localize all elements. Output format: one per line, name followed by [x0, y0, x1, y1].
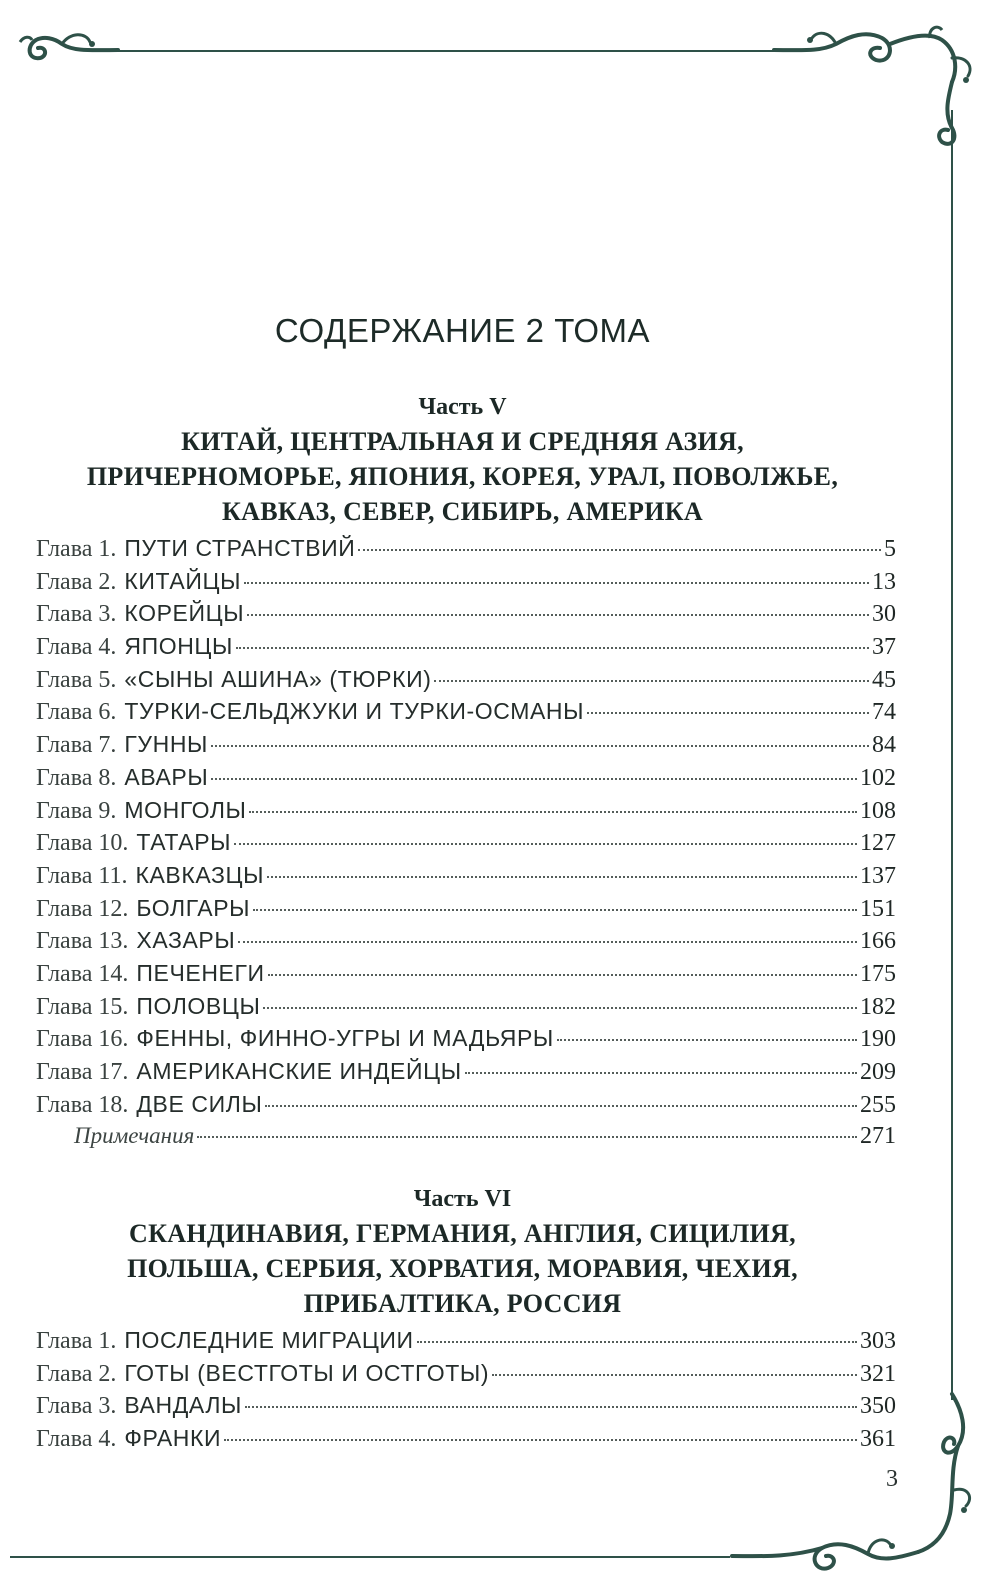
border-right-line [951, 110, 953, 1400]
toc-entry-label: Глава 17. [36, 1059, 129, 1085]
toc-entry-title: ХАЗАРЫ [136, 927, 236, 954]
toc-entry-page: 30 [872, 601, 896, 628]
page-title: СОДЕРЖАНИЕ 2 ТОМА [274, 312, 651, 349]
toc-entry-label: Глава 2. [36, 1360, 117, 1387]
toc-leader-dots [245, 1406, 857, 1408]
toc-entry-label: Глава 4. [36, 1426, 117, 1453]
toc-entry-title: ПУТИ СТРАНСТВИЙ [124, 535, 356, 561]
toc-leader-dots [587, 712, 869, 714]
toc-entry [36, 532, 896, 565]
toc-leader-dots [247, 614, 869, 616]
toc-entry-title: ГОТЫ (ВЕСТГОТЫ И ОСТГОТЫ) [124, 1359, 490, 1386]
flourish-top-left-icon [14, 22, 124, 72]
toc-entry [36, 924, 896, 957]
toc-entry-title: ГУННЫ [124, 731, 209, 758]
toc-leader-dots [224, 1439, 857, 1441]
part-v-label: Часть V [418, 394, 507, 420]
toc-entry-label: Глава 1. [36, 536, 117, 562]
toc-entry-page: 255 [860, 1091, 896, 1118]
toc-entry-page: 166 [860, 928, 896, 955]
toc-entry-page: 271 [860, 1123, 896, 1150]
toc-entry-notes [36, 1120, 896, 1153]
toc-leader-dots [265, 1105, 857, 1107]
toc-entry-title: ТУРКИ-СЕЛЬДЖУКИ И ТУРКИ-ОСМАНЫ [124, 698, 585, 725]
toc-leader-dots [211, 745, 869, 747]
toc-entry-page: 84 [872, 732, 896, 759]
toc-leader-dots [267, 876, 857, 878]
toc-entry-label: Глава 16. [36, 1026, 129, 1053]
toc-entry-label: Глава 8. [36, 764, 117, 791]
part-vi-label: Часть VI [413, 1186, 512, 1212]
toc-entry-title: МОНГОЛЫ [124, 796, 247, 823]
part-v-heading-line: ПРИЧЕРНОМОРЬЕ, ЯПОНИЯ, КОРЕЯ, УРАЛ, ПОВОЛЖЬЕ, [86, 462, 839, 491]
part-vi-heading [0, 1216, 925, 1321]
toc-entry-label: Глава 1. [36, 1328, 117, 1354]
toc-entry-title: ВАНДАЛЫ [124, 1392, 242, 1419]
toc-entry [36, 826, 896, 859]
toc-entry [36, 695, 896, 728]
toc-entry-label: Глава 5. [36, 666, 117, 693]
toc-entry [36, 761, 896, 794]
part-v-heading-line: КИТАЙ, ЦЕНТРАЛЬНАЯ И СРЕДНЯЯ АЗИЯ, [181, 427, 744, 456]
toc-entry-label: Глава 9. [36, 797, 117, 824]
toc-entry-label: Глава 11. [36, 862, 128, 889]
toc-entry-page: 102 [860, 764, 896, 791]
toc-leader-dots [465, 1072, 857, 1074]
toc-entry [36, 728, 896, 761]
toc-entry-page: 209 [860, 1059, 896, 1085]
part-vi-heading-line: СКАНДИНАВИЯ, ГЕРМАНИЯ, АНГЛИЯ, СИЦИЛИЯ, [129, 1219, 796, 1248]
part-v-heading-line: КАВКАЗ, СЕВЕР, СИБИРЬ, АМЕРИКА [222, 497, 703, 526]
toc-entry [36, 565, 896, 598]
toc-entry [36, 1357, 896, 1390]
toc-entry [36, 892, 896, 925]
toc-entry [36, 1022, 896, 1055]
toc-entry-page: 175 [860, 960, 896, 987]
toc-leader-dots [244, 582, 869, 584]
toc-entry-label: Глава 18. [36, 1091, 129, 1118]
toc-entry-label: Глава 15. [36, 993, 129, 1020]
toc-leader-dots [434, 680, 869, 682]
toc-entry-label: Глава 3. [36, 1393, 117, 1420]
toc-entry-title: КОРЕЙЦЫ [124, 600, 245, 627]
border-top-line [112, 50, 782, 52]
toc-entry [36, 859, 896, 892]
toc-entry-page: 13 [872, 568, 896, 595]
toc-entry-page: 321 [860, 1360, 896, 1387]
toc-entry-title: ФЕННЫ, ФИННО-УГРЫ И МАДЬЯРЫ [136, 1025, 554, 1052]
toc-entry-page: 137 [860, 862, 896, 889]
toc-entry-label: Глава 3. [36, 601, 117, 628]
toc-entry [36, 990, 896, 1023]
toc-entry-title: ПЕЧЕНЕГИ [136, 959, 265, 986]
toc-entry-page: 45 [872, 666, 896, 693]
toc-leader-dots [417, 1341, 857, 1343]
toc-leader-dots [236, 647, 869, 649]
toc-leader-dots [249, 811, 857, 813]
toc-entry [36, 957, 896, 990]
toc-entry [36, 1324, 896, 1357]
toc-entry-title: «СЫНЫ АШИНА» (ТЮРКИ) [124, 665, 432, 692]
page-number: 3 [886, 1466, 898, 1492]
toc-entry-title: ПОЛОВЦЫ [136, 992, 261, 1019]
toc-leader-dots [358, 549, 881, 551]
toc-entry-title: БОЛГАРЫ [136, 894, 251, 921]
toc-entry-label: Глава 13. [36, 928, 129, 955]
toc-entry-page: 350 [860, 1393, 896, 1420]
toc-leader-dots [492, 1374, 857, 1376]
toc-entry [36, 1088, 896, 1121]
toc-list-part-vi [36, 1324, 896, 1455]
toc-entry-label: Глава 2. [36, 568, 117, 595]
toc-entry [36, 630, 896, 663]
toc-leader-dots [263, 1007, 857, 1009]
toc-entry-label: Примечания [74, 1123, 195, 1149]
toc-entry [36, 1422, 896, 1455]
toc-entry-title: КАВКАЗЦЫ [135, 861, 265, 888]
toc-entry-page: 74 [872, 699, 896, 726]
part-v-heading [0, 424, 925, 529]
toc-entry [36, 1389, 896, 1422]
toc-entry [36, 597, 896, 630]
toc-entry-title: АМЕРИКАНСКИЕ ИНДЕЙЦЫ [136, 1058, 462, 1084]
toc-leader-dots [234, 843, 857, 845]
toc-leader-dots [253, 909, 857, 911]
toc-entry-title: ДВЕ СИЛЫ [136, 1090, 263, 1117]
part-vi-heading-line: ПРИБАЛТИКА, РОССИЯ [303, 1289, 622, 1318]
border-bottom-line [10, 1556, 730, 1558]
toc-entry-page: 108 [860, 797, 896, 824]
toc-leader-dots [211, 778, 857, 780]
toc-list-part-v [36, 532, 896, 1153]
toc-entry-page: 5 [884, 536, 896, 562]
toc-leader-dots [268, 974, 857, 976]
toc-entry-page: 151 [860, 895, 896, 922]
toc-entry-title: ПОСЛЕДНИЕ МИГРАЦИИ [124, 1327, 414, 1353]
toc-entry-title: ТАТАРЫ [136, 829, 232, 856]
toc-entry-title: АВАРЫ [124, 763, 209, 790]
toc-entry-page: 303 [860, 1328, 896, 1354]
toc-leader-dots [557, 1039, 857, 1041]
toc-entry-page: 190 [860, 1026, 896, 1053]
toc-entry-page: 361 [860, 1426, 896, 1453]
toc-entry-page: 37 [872, 634, 896, 661]
toc-entry [36, 663, 896, 696]
toc-entry-label: Глава 6. [36, 699, 117, 726]
toc-entry-label: Глава 4. [36, 634, 117, 661]
toc-entry-label: Глава 14. [36, 960, 129, 987]
toc-entry-label: Глава 10. [36, 830, 129, 857]
toc-entry-title: КИТАЙЦЫ [124, 567, 242, 594]
toc-entry-label: Глава 7. [36, 732, 117, 759]
toc-entry-page: 127 [860, 830, 896, 857]
toc-entry-title: ЯПОНЦЫ [124, 633, 233, 660]
toc-entry-title: ФРАНКИ [124, 1425, 222, 1452]
toc-entry-page: 182 [860, 993, 896, 1020]
part-vi-heading-line: ПОЛЬША, СЕРБИЯ, ХОРВАТИЯ, МОРАВИЯ, ЧЕХИЯ, [127, 1254, 798, 1283]
toc-entry-label: Глава 12. [36, 895, 129, 922]
toc-leader-dots [197, 1136, 857, 1138]
toc-entry [36, 1055, 896, 1088]
toc-leader-dots [238, 941, 857, 943]
flourish-top-right-icon [770, 18, 982, 168]
toc-entry [36, 794, 896, 827]
